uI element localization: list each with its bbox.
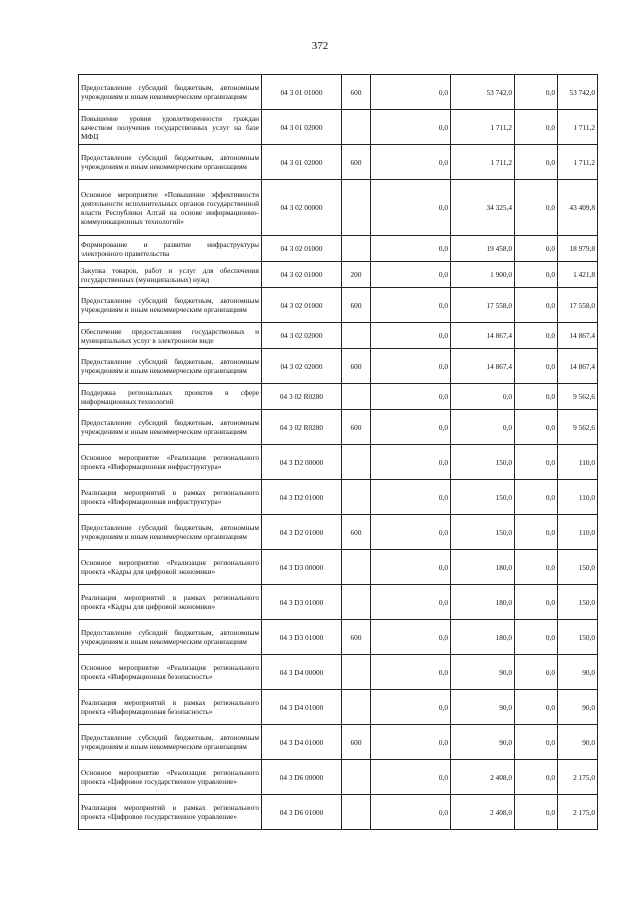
amount-cell-2: 17 558,0	[451, 288, 515, 323]
item-name-cell: Основное мероприятие «Реализация регионального проекта «Информационная безопасность»	[79, 655, 262, 690]
amount-cell-2: 0,0	[451, 384, 515, 410]
item-name-cell: Реализация мероприятий в рамках регионального проекта «Информационная безопасность»	[79, 690, 262, 725]
table-row	[79, 145, 598, 180]
amount-cell-1: 0,0	[371, 410, 451, 445]
page-number: 372	[311, 40, 329, 52]
table-row	[79, 410, 598, 445]
table-row	[79, 236, 598, 262]
amount-cell-2: 2 408,0	[451, 795, 515, 830]
amount-cell-1: 0,0	[371, 550, 451, 585]
amount-cell-1: 0,0	[371, 349, 451, 384]
budget-table	[78, 74, 598, 830]
item-name-cell: Предоставление субсидий бюджетным, автономным учреждениям и иным некоммерческим организациям	[79, 288, 262, 323]
amount-cell-4: 1 711,2	[558, 145, 598, 180]
amount-cell-2: 90,0	[451, 690, 515, 725]
amount-cell-3: 0,0	[515, 145, 558, 180]
amount-cell-2: 180,0	[451, 550, 515, 585]
amount-cell-3: 0,0	[515, 760, 558, 795]
table-row	[79, 110, 598, 145]
table-row	[79, 445, 598, 480]
amount-cell-4: 18 979,8	[558, 236, 598, 262]
expense-type-cell: 600	[342, 75, 371, 110]
expense-type-cell	[342, 690, 371, 725]
amount-cell-3: 0,0	[515, 410, 558, 445]
amount-cell-3: 0,0	[515, 75, 558, 110]
amount-cell-4: 150,0	[558, 585, 598, 620]
table-row	[79, 384, 598, 410]
amount-cell-1: 0,0	[371, 445, 451, 480]
target-article-code-cell: 04 3 02 02000	[262, 323, 342, 349]
item-name-cell: Предоставление субсидий бюджетным, автономным учреждениям и иным некоммерческим организациям	[79, 349, 262, 384]
amount-cell-1: 0,0	[371, 75, 451, 110]
amount-cell-3: 0,0	[515, 725, 558, 760]
target-article-code-cell: 04 3 D2 00000	[262, 445, 342, 480]
amount-cell-2: 90,0	[451, 655, 515, 690]
amount-cell-1: 0,0	[371, 725, 451, 760]
amount-cell-4: 110,0	[558, 515, 598, 550]
expense-type-cell: 600	[342, 145, 371, 180]
amount-cell-1: 0,0	[371, 145, 451, 180]
amount-cell-4: 9 562,6	[558, 410, 598, 445]
amount-cell-3: 0,0	[515, 795, 558, 830]
item-name-cell: Предоставление субсидий бюджетным, автономным учреждениям и иным некоммерческим организациям	[79, 410, 262, 445]
target-article-code-cell: 04 3 02 01000	[262, 262, 342, 288]
amount-cell-2: 90,0	[451, 725, 515, 760]
expense-type-cell	[342, 655, 371, 690]
amount-cell-4: 90,0	[558, 690, 598, 725]
table-row	[79, 655, 598, 690]
target-article-code-cell: 04 3 02 02000	[262, 349, 342, 384]
amount-cell-4: 90,0	[558, 655, 598, 690]
target-article-code-cell: 04 3 02 01000	[262, 288, 342, 323]
amount-cell-3: 0,0	[515, 550, 558, 585]
amount-cell-1: 0,0	[371, 384, 451, 410]
expense-type-cell	[342, 445, 371, 480]
table-row	[79, 620, 598, 655]
amount-cell-1: 0,0	[371, 480, 451, 515]
amount-cell-4: 14 867,4	[558, 323, 598, 349]
amount-cell-1: 0,0	[371, 180, 451, 236]
target-article-code-cell: 04 3 D4 01000	[262, 725, 342, 760]
amount-cell-3: 0,0	[515, 655, 558, 690]
amount-cell-3: 0,0	[515, 445, 558, 480]
amount-cell-1: 0,0	[371, 110, 451, 145]
amount-cell-1: 0,0	[371, 323, 451, 349]
expense-type-cell: 600	[342, 349, 371, 384]
table-row	[79, 480, 598, 515]
expense-type-cell	[342, 585, 371, 620]
table-row	[79, 550, 598, 585]
amount-cell-4: 1 421,8	[558, 262, 598, 288]
target-article-code-cell: 04 3 01 02000	[262, 145, 342, 180]
amount-cell-1: 0,0	[371, 760, 451, 795]
target-article-code-cell: 04 3 D3 01000	[262, 620, 342, 655]
amount-cell-4: 17 558,0	[558, 288, 598, 323]
item-name-cell: Закупка товаров, работ и услуг для обеспечения государственных (муниципальных) нужд	[79, 262, 262, 288]
table-row	[79, 349, 598, 384]
item-name-cell: Основное мероприятие «Реализация регионального проекта «Информационная инфраструктура»	[79, 445, 262, 480]
amount-cell-4: 150,0	[558, 550, 598, 585]
amount-cell-2: 14 867,4	[451, 349, 515, 384]
table-row	[79, 690, 598, 725]
table-row	[79, 75, 598, 110]
target-article-code-cell: 04 3 01 01000	[262, 75, 342, 110]
amount-cell-4: 1 711,2	[558, 110, 598, 145]
table-row	[79, 760, 598, 795]
amount-cell-3: 0,0	[515, 690, 558, 725]
amount-cell-1: 0,0	[371, 690, 451, 725]
amount-cell-1: 0,0	[371, 262, 451, 288]
table-row	[79, 515, 598, 550]
item-name-cell: Предоставление субсидий бюджетным, автономным учреждениям и иным некоммерческим организациям	[79, 515, 262, 550]
item-name-cell: Реализация мероприятий в рамках регионального проекта «Информационная инфраструктура»	[79, 480, 262, 515]
amount-cell-4: 150,0	[558, 620, 598, 655]
item-name-cell: Основное мероприятие «Реализация регионального проекта «Кадры для цифровой экономики»	[79, 550, 262, 585]
item-name-cell: Предоставление субсидий бюджетным, автономным учреждениям и иным некоммерческим организациям	[79, 725, 262, 760]
amount-cell-1: 0,0	[371, 288, 451, 323]
target-article-code-cell: 04 3 02 R0280	[262, 384, 342, 410]
item-name-cell: Основное мероприятие «Повышение эффективности деятельности исполнительных органов государственной власти Республики Алтай на основе информационно-коммуникационных технологий»	[79, 180, 262, 236]
amount-cell-1: 0,0	[371, 655, 451, 690]
amount-cell-2: 1 900,0	[451, 262, 515, 288]
expense-type-cell: 200	[342, 262, 371, 288]
amount-cell-1: 0,0	[371, 795, 451, 830]
table-row	[79, 288, 598, 323]
item-name-cell: Реализация мероприятий в рамках регионального проекта «Кадры для цифровой экономики»	[79, 585, 262, 620]
amount-cell-2: 180,0	[451, 585, 515, 620]
expense-type-cell: 600	[342, 410, 371, 445]
amount-cell-4: 43 409,8	[558, 180, 598, 236]
expense-type-cell	[342, 323, 371, 349]
item-name-cell: Обеспечение предоставления государственных и муниципальных услуг в электронном виде	[79, 323, 262, 349]
amount-cell-2: 14 867,4	[451, 323, 515, 349]
amount-cell-2: 1 711,2	[451, 110, 515, 145]
amount-cell-4: 9 562,6	[558, 384, 598, 410]
amount-cell-3: 0,0	[515, 620, 558, 655]
amount-cell-2: 180,0	[451, 620, 515, 655]
amount-cell-3: 0,0	[515, 236, 558, 262]
amount-cell-3: 0,0	[515, 323, 558, 349]
amount-cell-3: 0,0	[515, 110, 558, 145]
target-article-code-cell: 04 3 D6 01000	[262, 795, 342, 830]
expense-type-cell: 600	[342, 288, 371, 323]
target-article-code-cell: 04 3 D4 01000	[262, 690, 342, 725]
target-article-code-cell: 04 3 02 00000	[262, 180, 342, 236]
amount-cell-2: 19 458,0	[451, 236, 515, 262]
table-row	[79, 725, 598, 760]
amount-cell-4: 53 742,0	[558, 75, 598, 110]
table-row	[79, 585, 598, 620]
amount-cell-1: 0,0	[371, 585, 451, 620]
table-row	[79, 262, 598, 288]
expense-type-cell	[342, 110, 371, 145]
item-name-cell: Повышение уровня удовлетворенности граждан качеством получения государственных услуг на базе МФЦ	[79, 110, 262, 145]
amount-cell-2: 53 742,0	[451, 75, 515, 110]
table-body	[79, 75, 598, 830]
item-name-cell: Предоставление субсидий бюджетным, автономным учреждениям и иным некоммерческим организациям	[79, 620, 262, 655]
expense-type-cell: 600	[342, 620, 371, 655]
amount-cell-4: 110,0	[558, 480, 598, 515]
item-name-cell: Предоставление субсидий бюджетным, автономным учреждениям и иным некоммерческим организациям	[79, 75, 262, 110]
amount-cell-4: 2 175,0	[558, 795, 598, 830]
expense-type-cell	[342, 760, 371, 795]
target-article-code-cell: 04 3 D6 00000	[262, 760, 342, 795]
target-article-code-cell: 04 3 D3 00000	[262, 550, 342, 585]
expense-type-cell	[342, 550, 371, 585]
target-article-code-cell: 04 3 02 01000	[262, 236, 342, 262]
amount-cell-4: 90,0	[558, 725, 598, 760]
item-name-cell: Реализация мероприятий в рамках регионального проекта «Цифровое государственное управление»	[79, 795, 262, 830]
expense-type-cell: 600	[342, 515, 371, 550]
amount-cell-2: 150,0	[451, 445, 515, 480]
table-row	[79, 795, 598, 830]
table-row	[79, 180, 598, 236]
amount-cell-3: 0,0	[515, 349, 558, 384]
amount-cell-4: 2 175,0	[558, 760, 598, 795]
expense-type-cell	[342, 180, 371, 236]
amount-cell-2: 0,0	[451, 410, 515, 445]
amount-cell-2: 150,0	[451, 515, 515, 550]
amount-cell-4: 110,0	[558, 445, 598, 480]
amount-cell-4: 14 867,4	[558, 349, 598, 384]
expense-type-cell	[342, 795, 371, 830]
amount-cell-3: 0,0	[515, 384, 558, 410]
amount-cell-3: 0,0	[515, 515, 558, 550]
target-article-code-cell: 04 3 D4 00000	[262, 655, 342, 690]
amount-cell-2: 1 711,2	[451, 145, 515, 180]
expense-type-cell	[342, 384, 371, 410]
target-article-code-cell: 04 3 D3 01000	[262, 585, 342, 620]
amount-cell-3: 0,0	[515, 585, 558, 620]
target-article-code-cell: 04 3 01 02000	[262, 110, 342, 145]
amount-cell-2: 2 408,0	[451, 760, 515, 795]
expense-type-cell	[342, 480, 371, 515]
table-row	[79, 323, 598, 349]
amount-cell-3: 0,0	[515, 262, 558, 288]
target-article-code-cell: 04 3 D2 01000	[262, 515, 342, 550]
amount-cell-1: 0,0	[371, 236, 451, 262]
amount-cell-1: 0,0	[371, 515, 451, 550]
amount-cell-3: 0,0	[515, 480, 558, 515]
amount-cell-3: 0,0	[515, 180, 558, 236]
expense-type-cell: 600	[342, 725, 371, 760]
item-name-cell: Предоставление субсидий бюджетным, автономным учреждениям и иным некоммерческим организациям	[79, 145, 262, 180]
amount-cell-2: 150,0	[451, 480, 515, 515]
item-name-cell: Основное мероприятие «Реализация регионального проекта «Цифровое государственное управление»	[79, 760, 262, 795]
amount-cell-3: 0,0	[515, 288, 558, 323]
item-name-cell: Поддержка региональных проектов в сфере информационных технологий	[79, 384, 262, 410]
amount-cell-1: 0,0	[371, 620, 451, 655]
item-name-cell: Формирование и развитие инфраструктуры электронного правительства	[79, 236, 262, 262]
target-article-code-cell: 04 3 02 R0280	[262, 410, 342, 445]
target-article-code-cell: 04 3 D2 01000	[262, 480, 342, 515]
expense-type-cell	[342, 236, 371, 262]
amount-cell-2: 34 325,4	[451, 180, 515, 236]
